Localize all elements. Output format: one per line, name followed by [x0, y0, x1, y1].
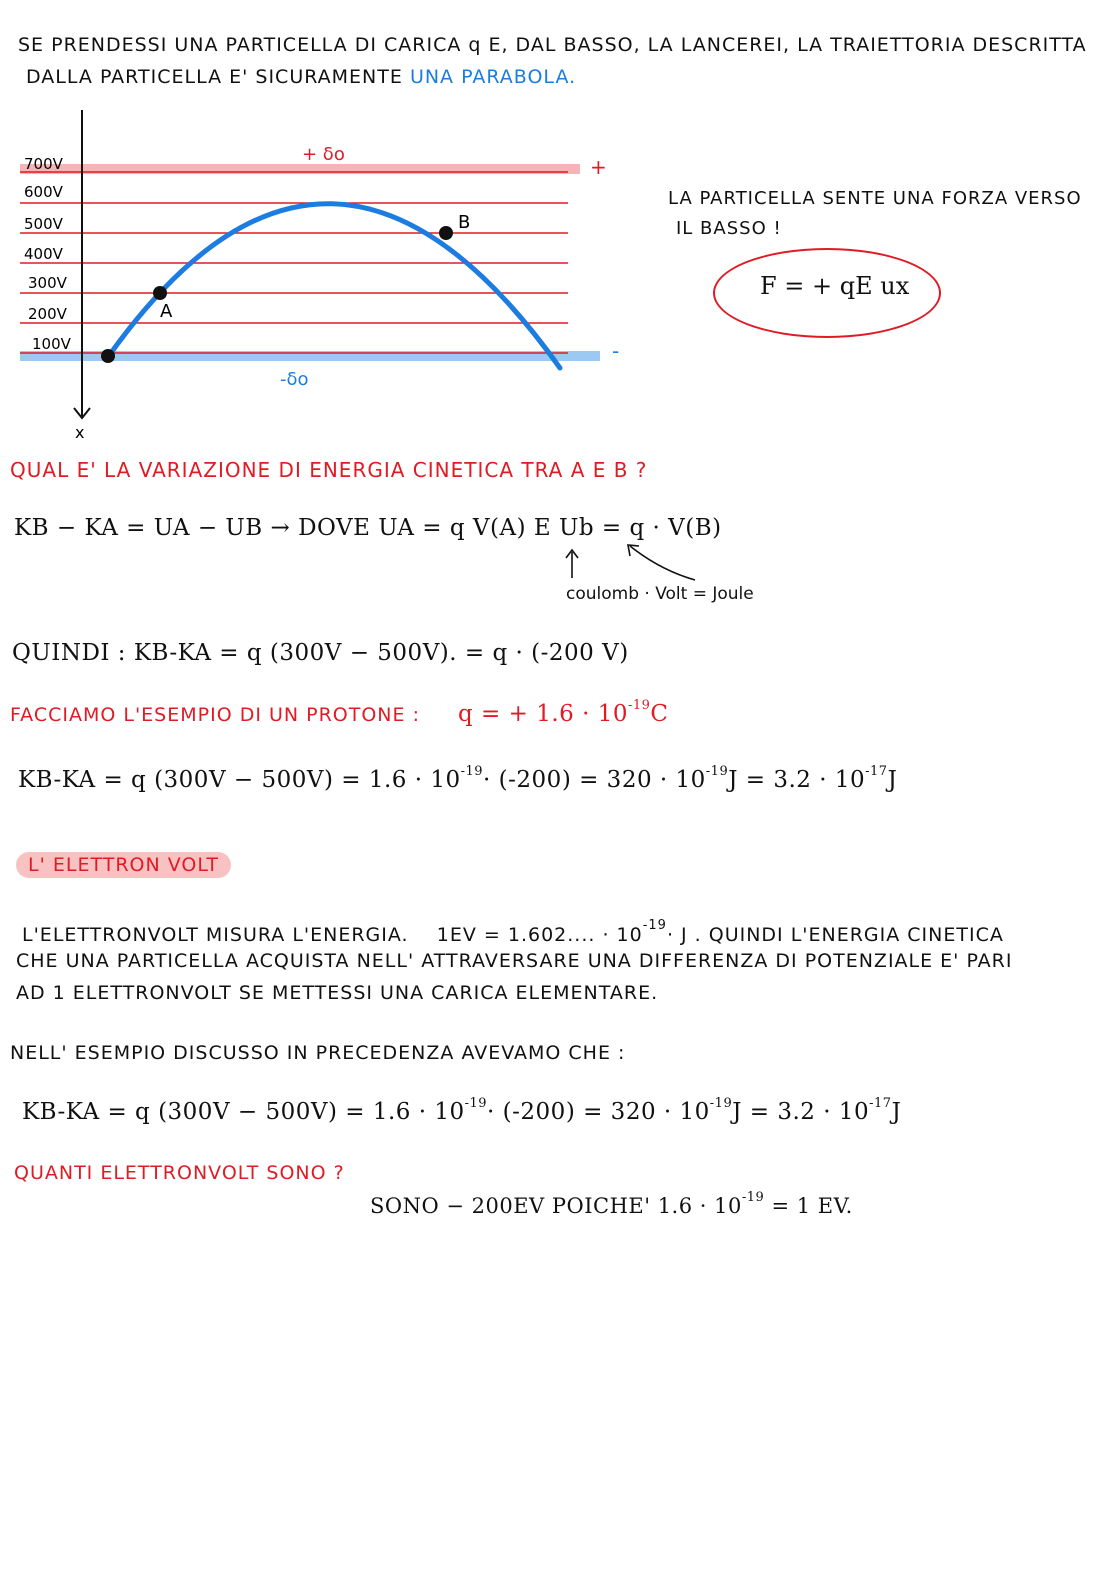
eq3-exp-3: -17	[865, 764, 888, 779]
units-note: coulomb · Volt = Joule	[566, 584, 754, 604]
capacitor-trajectory-diagram	[0, 100, 640, 445]
label-600v: 600V	[24, 183, 63, 201]
proton-energy-equation	[18, 764, 897, 793]
units-arrows	[560, 540, 710, 590]
ua-definition: UA = q V(A)	[378, 515, 527, 541]
label-500v: 500V	[24, 215, 63, 233]
answer-exponent: -19	[741, 1190, 765, 1205]
proton-charge-exponent: -19	[627, 698, 651, 713]
eq3-part-c: J = 3.2 · 10	[728, 767, 866, 793]
previous-energy-equation	[22, 1096, 901, 1125]
proton-example-label: FACCIAMO L'ESEMPIO DI UN PROTONE :	[10, 704, 420, 726]
ev-text-line-1	[22, 918, 1004, 946]
plus-sigma-label: + δo	[302, 144, 345, 165]
proton-charge-base: q = + 1.6 · 10	[458, 701, 628, 727]
eq4-exp-1: -19	[464, 1096, 488, 1111]
proton-charge	[458, 698, 669, 727]
intro-line-2-text: DALLA PARTICELLA E' SICURAMENTE	[26, 66, 403, 88]
label-700v: 700V	[24, 155, 63, 173]
eq3-part-d: J	[887, 767, 898, 793]
ub-definition: Ub = q · V(B)	[559, 515, 722, 541]
parabolic-trajectory	[108, 204, 560, 368]
question-electronvolts: QUANTI ELETTRONVOLT SONO ?	[14, 1162, 345, 1184]
electronvolt-heading	[16, 854, 231, 876]
point-b-label: B	[458, 212, 471, 233]
proton-charge-unit: C	[650, 701, 669, 727]
force-note-line-1: LA PARTICELLA SENTE UNA FORZA VERSO	[668, 188, 1082, 209]
answer-electronvolts	[370, 1190, 853, 1218]
eq4-part-b: · (-200) = 320 · 10	[487, 1099, 710, 1125]
eq4-part-a: KB-KA = q (300V − 500V) = 1.6 · 10	[22, 1099, 465, 1125]
point-a-label: A	[160, 301, 173, 322]
point-b-marker	[439, 226, 453, 240]
kinetic-delta-equation: QUINDI : KB-KA = q (300V − 500V). = q · (-200 V)	[12, 640, 629, 666]
intro-line-1: SE PRENDESSI UNA PARTICELLA DI CARICA q E, DAL BASSO, LA LANCEREI, LA TRAIETTORIA DESCRITTA	[18, 34, 1087, 56]
eq4-exp-2: -19	[709, 1096, 733, 1111]
label-400v: 400V	[24, 245, 63, 263]
kinetic-difference: KB − KA = UA − UB	[14, 515, 263, 541]
ev-text-line-1b: 1EV = 1.602.... · 10	[436, 924, 643, 946]
ev-text-line-3: AD 1 ELETTRONVOLT SE METTESSI UNA CARICA ELEMENTARE.	[16, 982, 659, 1004]
ev-text-line-1a: L'ELETTRONVOLT MISURA L'ENERGIA.	[22, 924, 409, 946]
force-note-line-2: IL BASSO !	[676, 218, 782, 239]
eq4-exp-3: -17	[869, 1096, 892, 1111]
ev-text-line-1c: · J . QUINDI L'ENERGIA CINETICA	[666, 924, 1004, 946]
force-formula: F = + qE ux	[760, 272, 910, 300]
eq3-part-b: · (-200) = 320 · 10	[483, 767, 706, 793]
energy-equation	[14, 515, 722, 541]
eq4-part-c: J = 3.2 · 10	[732, 1099, 870, 1125]
ev-text-exponent: -19	[642, 918, 667, 933]
label-200v: 200V	[28, 305, 67, 323]
x-axis-label: x	[75, 423, 85, 442]
eq3-part-a: KB-KA = q (300V − 500V) = 1.6 · 10	[18, 767, 461, 793]
launch-point	[101, 349, 115, 363]
label-100v: 100V	[32, 335, 71, 353]
parabola-highlight: UNA PARABOLA.	[409, 66, 577, 88]
previous-example-note: NELL' ESEMPIO DISCUSSO IN PRECEDENZA AVEVAMO CHE :	[10, 1042, 626, 1064]
and-connector: E	[533, 515, 552, 541]
ev-text-line-2: CHE UNA PARTICELLA ACQUISTA NELL' ATTRAVERSARE UNA DIFFERENZA DI POTENZIALE E' PARI	[16, 950, 1013, 972]
eq3-exp-1: -19	[460, 764, 484, 779]
plus-sign: +	[590, 155, 607, 179]
eq4-part-d: J	[891, 1099, 902, 1125]
point-a-marker	[153, 286, 167, 300]
dove-arrow: → DOVE	[270, 515, 371, 541]
minus-sign: -	[612, 339, 620, 363]
label-300v: 300V	[28, 274, 67, 292]
electronvolt-heading-text: L' ELETTRON VOLT	[16, 852, 231, 878]
eq3-exp-2: -19	[705, 764, 729, 779]
minus-sigma-label: -δo	[280, 369, 309, 390]
answer-part-a: SONO − 200EV POICHE' 1.6 · 10	[370, 1194, 742, 1218]
question-kinetic-energy: QUAL E' LA VARIAZIONE DI ENERGIA CINETICA TRA A E B ?	[10, 458, 648, 482]
intro-line-2	[26, 66, 576, 88]
answer-part-b: = 1 EV.	[771, 1194, 853, 1218]
